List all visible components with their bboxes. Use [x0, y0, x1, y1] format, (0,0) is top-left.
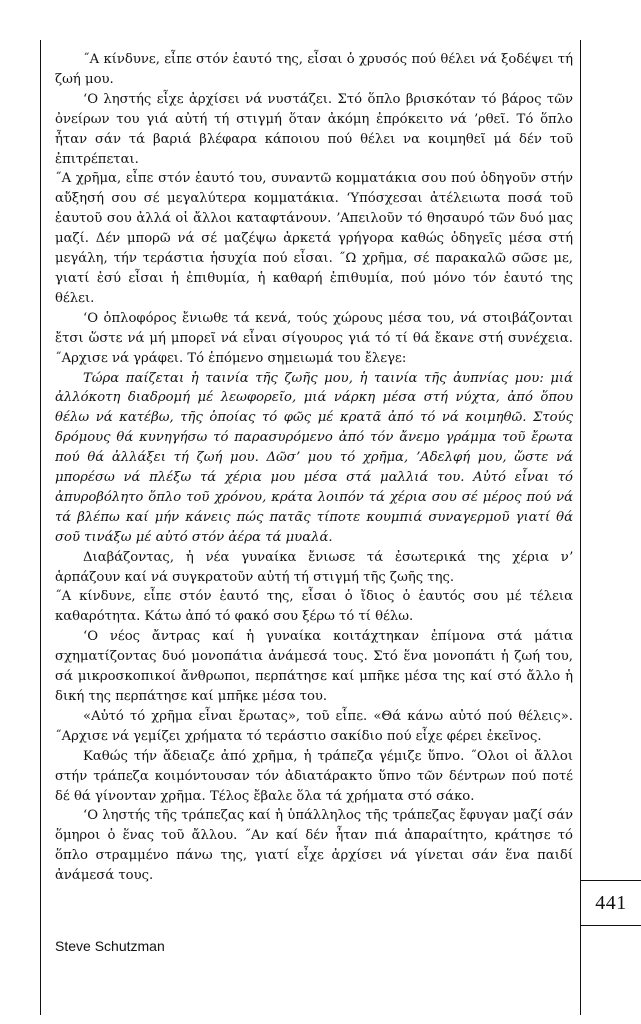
- paragraph: Διαβάζοντας, ἡ νέα γυναίκα ἔνιωσε τά ἐσωτερικά της χέρια νʼ ἁρπάζουν καί νά συγκρατοῦν αὐτή τή στιγμή τῆς ζωῆς της.: [55, 549, 573, 585]
- left-margin-rule: [40, 40, 41, 1015]
- paragraph: ʻΟ ληστής εἶχε ἀρχίσει νά νυστάζει. Στό ὅπλο βρισκόταν τό βάρος τῶν ὀνείρων του γιά αὐτή τή στιγμή ὅταν ἀκόμη ἐπρόκειτο νά ʼρθεῖ. Τό ὅπλο ἦταν σάν τά βαριά βλέφαρα κάποιου πού θέλει να κοιμηθεῖ μά δέν τοῦ ἐπιτρέπεται.: [55, 91, 573, 167]
- paragraph: ʻΟ νέος ἄντρας καί ἡ γυναίκα κοιτάχτηκαν ἐπίμονα στά μάτια σχηματίζοντας δυό μονοπάτια ἀνάμεσά τους. Στό ἕνα μονοπάτι ἡ ζωή του, σά μικροσκοπικοί ἄνθρωποι, περπάτησε καί μπῆκε μέσα της καί στό ἄλλο ἡ δική της περπάτησε καί μπῆκε μέσα του.: [55, 629, 573, 704]
- paragraph: «Αὐτό τό χρῆμα εἶναι ἔρωτας», τοῦ εἶπε. «Θά κάνω αὐτό πού θέλεις». ˝Αρχισε νά γεμίζει χρήματα τό τεράστιο σακίδιο πού εἶχε φέρει ἐκεῖνος.: [55, 708, 573, 744]
- paragraph: ˝Α κίνδυνε, εἶπε στόν ἑαυτό της, εἶσαι ὁ ἴδιος ὁ ἑαυτός σου μέ τέλεια καθαρότητα. Κάτω ἀπό τό φακό σου ξέρω τό τί θέλω.: [55, 589, 573, 625]
- paragraph: ʻΟ ὁπλοφόρος ἔνιωθε τά κενά, τούς χώρους μέσα του, νά στοιβάζονται ἔτσι ὥστε νά μή μπορεῖ νά εἶναι σίγουρος γιά τό τί θά ἔκανε στή συνέχεια. ˝Αρχισε νά γράφει. Τό ἑπόμενο σημειωμά του ἔλεγε:: [55, 310, 573, 366]
- block-quote: Τώρα παίζεται ἡ ταινία τῆς ζωῆς μου, ἡ ταινία τῆς ἀυπνίας μου: μιά ἀλλόκοτη διαδρομή μέ λεωφορεῖο, μιά νάρκη μέσα στή νύχτα, ἀπό ὅπου θέλω νά κατέβω, τῆς ὁποίας τό φῶς μέ κρατᾶ ἀπό τό νά κοιμηθῶ. Στούς δρόμους θά κυνηγήσω τό παρασυρόμενο ἀπό τόν ἄνεμο γράμμα τοῦ ἔρωτα πού θά ἀλλάξει τή ζωή μου. Δῶσʼ μου τό χρῆμα, ʼΑδελφή μου, ὥστε νά μπορέσω νά πλέξω τά χέρια μου μέσα στά μαλλιά του. Αὐτό εἶναι τό ἀπυροβόλητο ὅπλο τοῦ χρόνου, κράτα λοιπόν τά χέρια σου σέ μέρος πού νά τά βλέπω καί μήν κάνεις πώς πατᾶς τίποτε κουμπιά συναγερμοῦ γιατί θά σοῦ τινάξω μέ αὐτό στόν ἀέρα τά μυαλά.: [55, 370, 573, 545]
- right-margin-rule: [580, 40, 581, 1015]
- paragraph: Καθώς τήν ἄδειαζε ἀπό χρῆμα, ἡ τράπεζα γέμιζε ὕπνο. ˝Ολοι οἱ ἄλλοι στήν τράπεζα κοιμόντουσαν τόν ἀδιατάρακτο ὕπνο τῶν δέντρων πού ποτέ δέ θά γίνονταν χρῆμα. Τέλος ἔβαλε ὅλα τά χρήματα στό σάκο.: [55, 748, 573, 804]
- paragraph: ʻΟ ληστής τῆς τράπεζας καί ἡ ὑπάλληλος τῆς τράπεζας ἔφυγαν μαζί σάν ὅμηροι ὁ ἕνας τοῦ ἄλλου. ˝Αν καί δέν ἦταν πιά ἀπαραίτητο, κράτησε τό ὅπλο στραμμένο πάνω της, γιατί εἶχε ἀρχίσει νά γίνεται σάν ἕνα παιδί ἀνάμεσά τους.: [55, 808, 573, 884]
- page-text: [55, 50, 573, 886]
- page-number: 441: [581, 880, 641, 926]
- author-name: Steve Schutzman: [55, 938, 165, 954]
- paragraph: ˝Α κίνδυνε, εἶπε στόν ἑαυτό της, εἶσαι ὁ χρυσός πού θέλει νά ξοδέψει τή ζωή μου.: [55, 52, 573, 87]
- paragraph: ˝Α χρῆμα, εἶπε στόν ἑαυτό του, συναντῶ κομματάκια σου πού ὁδηγοῦν στήν αὔξησή σου σέ μεγαλύτερα κομματάκια. ʻΥπόσχεσαι ἀτέλειωτα ποσά τοῦ ἑαυτοῦ σου ἀλλά οἱ ἄλλοι καταφτάνουν. ʼΑπειλοῦν τό θησαυρό τῶν δυό μας μαζί. Δέν μπορῶ νά σέ μαζέψω ἀρκετά γρήγορα καθώς ὁδηγεῖς μέσα στή μεγάλη, τήν τεράστια ἡσυχία πού εἶσαι. ˝Ω χρῆμα, σέ παρακαλῶ σῶσε με, γιατί ἐσύ εἶσαι ἡ ἐπιθυμία, ἡ καθαρή ἐπιθυμία, πού μόνο τόν ἑαυτό της θέλει.: [55, 171, 573, 306]
